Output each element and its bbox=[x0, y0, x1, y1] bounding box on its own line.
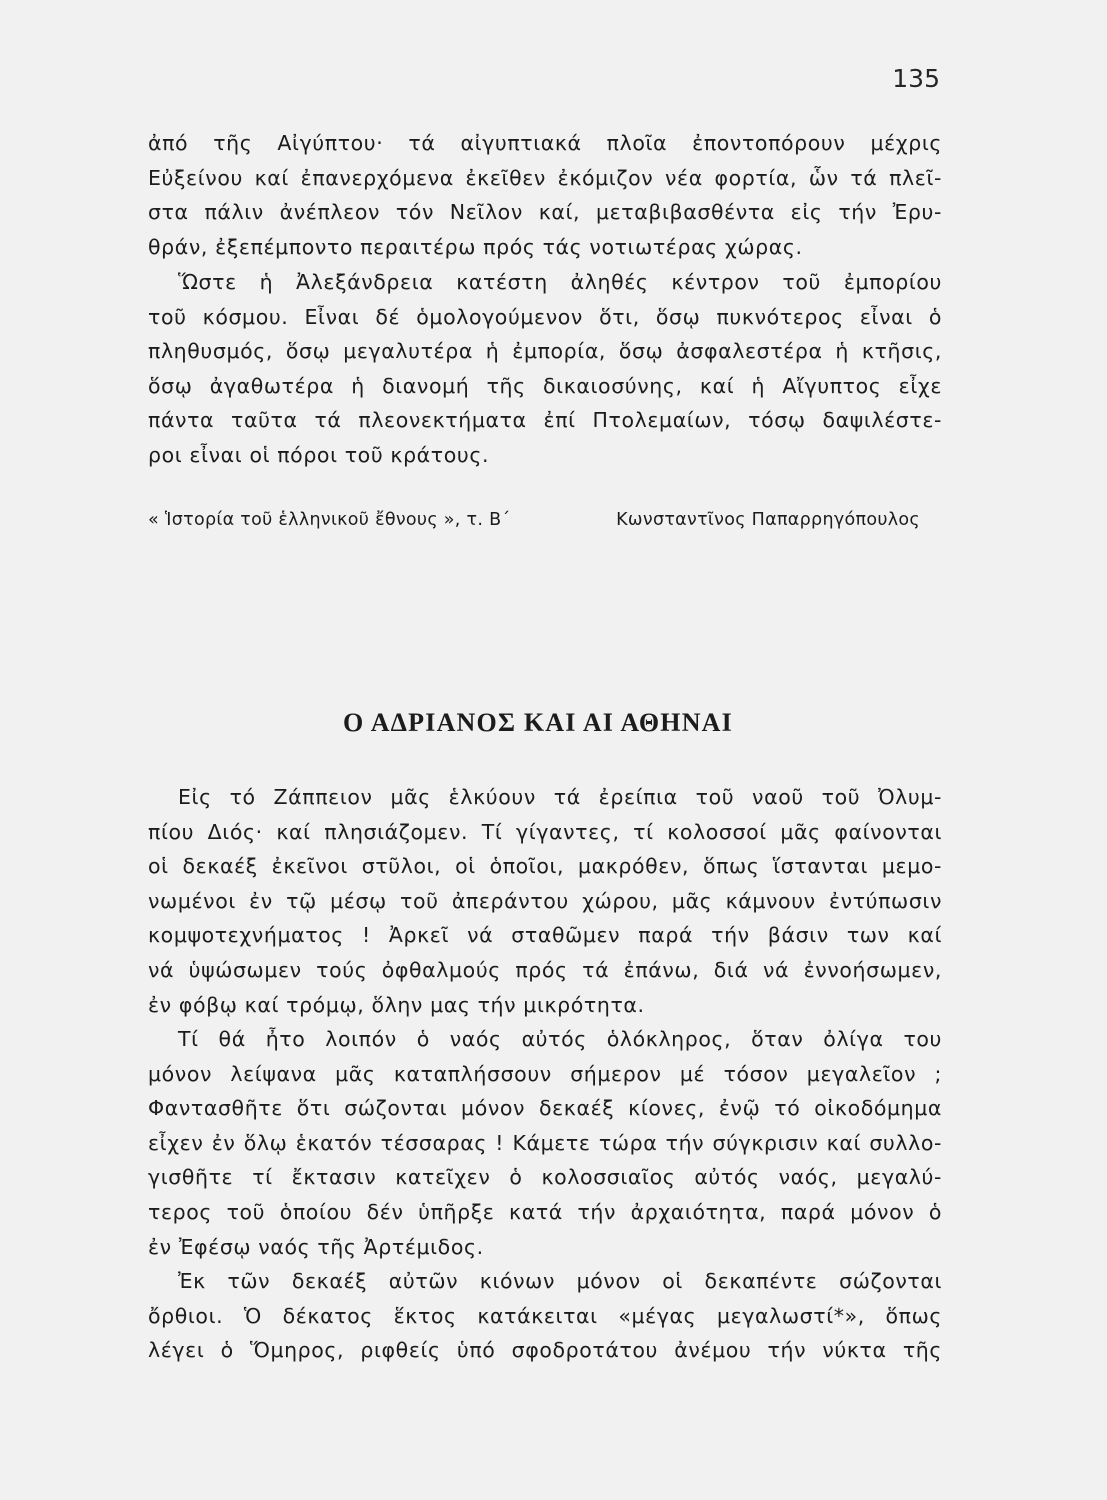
paragraph-olympieion bbox=[148, 780, 942, 1022]
text-line: κομψοτεχνήματος ! Ἀρκεῖ νά σταθῶμεν παρά τήν βάσιν των καί bbox=[148, 923, 942, 948]
text-line: Ἐκ τῶν δεκαέξ αὐτῶν κιόνων μόνον οἱ δεκαπέντε σώζονται bbox=[178, 1269, 942, 1293]
text-line: ἐν φόβῳ καί τρόμῳ, ὅλην μας τήν μικρότητα. bbox=[148, 992, 645, 1017]
text-line: πάντα ταῦτα τά πλεονεκτήματα ἐπί Πτολεμαίων, τόσῳ δαψιλέστε- bbox=[148, 408, 942, 433]
text-line: μόνον λείψανα μᾶς καταπλήσσουν σήμερον μέ τόσον μεγαλεῖον ; bbox=[148, 1061, 942, 1086]
paragraph-egypt-trade bbox=[148, 126, 942, 264]
text-line: εἶχεν ἐν ὅλῳ ἑκατόν τέσσαρας ! Κάμετε τώρα τήν σύγκρισιν καί συλλο- bbox=[148, 1130, 942, 1155]
section-title: Ο ΑΔΡΙΑΝΟΣ ΚΑΙ ΑΙ ΑΘΗΝΑΙ bbox=[343, 708, 733, 737]
paragraph-temple-size bbox=[148, 1022, 942, 1264]
text-line: στα πάλιν ἀνέπλεον τόν Νεῖλον καί, μεταβιβασθέντα εἰς τήν Ἐρυ- bbox=[148, 200, 942, 225]
text-line: ἐν Ἐφέσῳ ναός τῆς Ἀρτέμιδος. bbox=[148, 1234, 484, 1259]
text-line: Ὥστε ἡ Ἀλεξάνδρεια κατέστη ἀληθές κέντρον τοῦ ἐμπορίου bbox=[178, 270, 942, 294]
text-line: Τί θά ἦτο λοιπόν ὁ ναός αὐτός ὁλόκληρος, ὅταν ὀλίγα του bbox=[178, 1027, 942, 1051]
text-line: τερος τοῦ ὁποίου δέν ὑπῆρξε κατά τήν ἀρχαιότητα, παρά μόνον ὁ bbox=[148, 1199, 942, 1224]
text-line: νωμένοι ἐν τῷ μέσῳ τοῦ ἀπεράντου χώρου, μᾶς κάμνουν ἐντύπωσιν bbox=[148, 888, 942, 913]
text-line: ροι εἶναι οἱ πόροι τοῦ κράτους. bbox=[148, 442, 490, 467]
text-line: Φαντασθῆτε ὅτι σώζονται μόνον δεκαέξ κίονες, ἐνῷ τό οἰκοδόμημα bbox=[148, 1096, 942, 1121]
text-line: γισθῆτε τί ἔκτασιν κατεῖχεν ὁ κολοσσιαῖος αὐτός ναός, μεγαλύ- bbox=[148, 1165, 942, 1190]
source-attribution bbox=[148, 510, 920, 538]
paragraph-columns bbox=[148, 1264, 942, 1368]
text-line: πίου Διός· καί πλησιάζομεν. Τί γίγαντες, τί κολοσσοί μᾶς φαίνονται bbox=[148, 819, 942, 844]
text-line: οἱ δεκαέξ ἐκεῖνοι στῦλοι, οἱ ὁποῖοι, μακρόθεν, ὅπως ἵστανται μεμο- bbox=[148, 854, 942, 879]
text-line: ὄρθιοι. Ὁ δέκατος ἕκτος κατάκειται «μέγας μεγαλωστί*», ὅπως bbox=[148, 1303, 942, 1328]
page-number: 135 bbox=[892, 64, 940, 93]
text-line: Εἰς τό Ζάππειον μᾶς ἑλκύουν τά ἐρείπια τοῦ ναοῦ τοῦ Ὀλυμ- bbox=[178, 785, 942, 809]
source-title: « Ἱστορία τοῦ ἑλληνικοῦ ἔθνους », τ. Β΄ bbox=[148, 510, 511, 530]
text-line: νά ὑψώσωμεν τούς ὀφθαλμούς πρός τά ἐπάνω, διά νά ἐννοήσωμεν, bbox=[148, 957, 942, 982]
text-line: τοῦ κόσμου. Εἶναι δέ ὁμολογούμενον ὅτι, ὅσῳ πυκνότερος εἶναι ὁ bbox=[148, 304, 942, 329]
author-name: Κωνσταντῖνος Παπαρρηγόπουλος bbox=[616, 510, 920, 530]
text-line: λέγει ὁ Ὅμηρος, ριφθείς ὑπό σφοδροτάτου ἀνέμου τήν νύκτα τῆς bbox=[148, 1338, 942, 1363]
text-line: ἀπό τῆς Αἰγύπτου· τά αἰγυπτιακά πλοῖα ἐποντοπόρουν μέχρις bbox=[148, 131, 942, 155]
text-line: ὅσῳ ἀγαθωτέρα ἡ διανομή τῆς δικαιοσύνης, καί ἡ Αἴγυπτος εἶχε bbox=[148, 373, 942, 398]
text-line: θράν, ἐξεπέμποντο περαιτέρω πρός τάς νοτιωτέρας χώρας. bbox=[148, 234, 803, 259]
paragraph-alexandria bbox=[148, 265, 942, 473]
text-line: πληθυσμός, ὅσῳ μεγαλυτέρα ἡ ἐμπορία, ὅσῳ ἀσφαλεστέρα ἡ κτῆσις, bbox=[148, 339, 942, 364]
text-line: Εὐξείνου καί ἐπανερχόμενα ἐκεῖθεν ἐκόμιζον νέα φορτία, ὧν τά πλεῖ- bbox=[148, 165, 942, 190]
